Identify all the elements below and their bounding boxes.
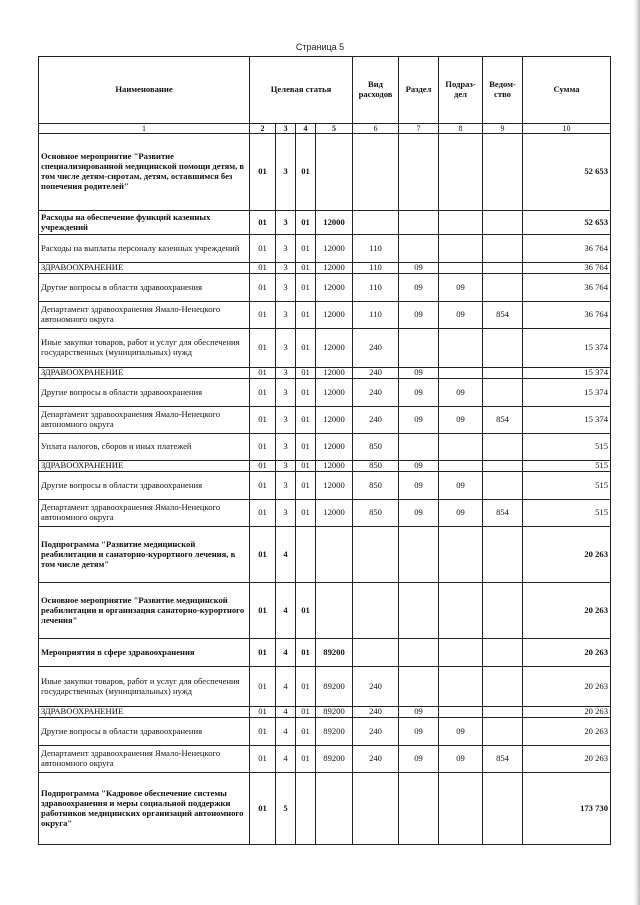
sum-cell: 515	[523, 461, 611, 472]
expense-type-cell: 110	[353, 235, 399, 263]
section-cell	[399, 434, 439, 461]
target-code-event	[296, 773, 316, 845]
row-name: Департамент здравоохранения Ямало-Ненецкого автономного округа	[39, 746, 250, 773]
target-code-program: 01	[250, 583, 276, 639]
target-code-program: 01	[250, 667, 276, 707]
target-code-direction: 12000	[316, 379, 353, 407]
table-row	[39, 274, 611, 302]
subsection-cell	[439, 368, 483, 379]
sum-cell: 36 764	[523, 274, 611, 302]
target-code-event: 01	[296, 274, 316, 302]
table-row	[39, 134, 611, 211]
row-name: Расходы на обеспечение функций казенных учреждений	[39, 211, 250, 235]
expense-type-cell: 240	[353, 707, 399, 718]
target-code-event: 01	[296, 718, 316, 746]
sum-cell: 20 263	[523, 667, 611, 707]
row-name: Иные закупки товаров, работ и услуг для обеспечения государственных (муниципальных) нужд	[39, 667, 250, 707]
target-code-program: 01	[250, 718, 276, 746]
column-number: 1	[39, 124, 250, 134]
table-row	[39, 773, 611, 845]
table-row	[39, 500, 611, 527]
target-code-subprogram: 3	[276, 434, 296, 461]
expense-type-cell	[353, 134, 399, 211]
section-cell	[399, 134, 439, 211]
target-code-direction: 89200	[316, 718, 353, 746]
subsection-cell	[439, 329, 483, 368]
column-number: 5	[316, 124, 353, 134]
target-code-event: 01	[296, 639, 316, 667]
section-cell: 09	[399, 461, 439, 472]
target-code-event: 01	[296, 263, 316, 274]
subsection-cell: 09	[439, 379, 483, 407]
header-name: Наименование	[39, 57, 250, 124]
sum-cell: 15 374	[523, 368, 611, 379]
row-name: Основное мероприятие "Развитие специализированной медицинской помощи детям, в том числе детям-сиротам, детям, оставшимся без попечения родителей"	[39, 134, 250, 211]
subsection-cell	[439, 263, 483, 274]
target-code-subprogram: 4	[276, 583, 296, 639]
subsection-cell	[439, 773, 483, 845]
section-cell: 09	[399, 707, 439, 718]
target-code-direction: 12000	[316, 235, 353, 263]
department-cell	[483, 211, 523, 235]
target-code-subprogram: 4	[276, 667, 296, 707]
subsection-cell: 09	[439, 302, 483, 329]
table-body	[39, 134, 611, 845]
column-number: 6	[353, 124, 399, 134]
target-code-direction: 89200	[316, 746, 353, 773]
target-code-direction: 12000	[316, 407, 353, 434]
target-code-program: 01	[250, 274, 276, 302]
header-row	[39, 57, 611, 124]
section-cell	[399, 329, 439, 368]
row-name: Уплата налогов, сборов и иных платежей	[39, 434, 250, 461]
department-cell	[483, 329, 523, 368]
target-code-program: 01	[250, 746, 276, 773]
row-name: Мероприятия в сфере здравоохранения	[39, 639, 250, 667]
expense-type-cell: 850	[353, 461, 399, 472]
column-number: 4	[296, 124, 316, 134]
section-cell	[399, 773, 439, 845]
budget-table	[38, 56, 611, 845]
target-code-subprogram: 3	[276, 302, 296, 329]
target-code-program: 01	[250, 434, 276, 461]
target-code-program: 01	[250, 235, 276, 263]
target-code-event: 01	[296, 746, 316, 773]
target-code-program: 01	[250, 527, 276, 583]
table-row	[39, 407, 611, 434]
row-name: ЗДРАВООХРАНЕНИЕ	[39, 263, 250, 274]
table-row	[39, 211, 611, 235]
subsection-cell: 09	[439, 274, 483, 302]
department-cell	[483, 434, 523, 461]
table-row	[39, 527, 611, 583]
table-row	[39, 263, 611, 274]
expense-type-cell: 240	[353, 407, 399, 434]
table-row	[39, 639, 611, 667]
column-number: 9	[483, 124, 523, 134]
row-name: Расходы на выплаты персоналу казенных учреждений	[39, 235, 250, 263]
department-cell	[483, 707, 523, 718]
expense-type-cell: 240	[353, 746, 399, 773]
target-code-direction	[316, 527, 353, 583]
expense-type-cell: 850	[353, 434, 399, 461]
section-cell	[399, 527, 439, 583]
target-code-program: 01	[250, 773, 276, 845]
sum-cell: 15 374	[523, 379, 611, 407]
row-name: Иные закупки товаров, работ и услуг для обеспечения государственных (муниципальных) нужд	[39, 329, 250, 368]
table-row	[39, 667, 611, 707]
target-code-program: 01	[250, 134, 276, 211]
target-code-subprogram: 3	[276, 500, 296, 527]
target-code-event: 01	[296, 461, 316, 472]
scan-edge-shadow	[634, 0, 640, 905]
expense-type-cell: 110	[353, 274, 399, 302]
table-row	[39, 379, 611, 407]
target-code-program: 01	[250, 302, 276, 329]
department-cell	[483, 667, 523, 707]
target-code-program: 01	[250, 329, 276, 368]
sum-cell: 52 653	[523, 211, 611, 235]
section-cell	[399, 211, 439, 235]
sum-cell: 20 263	[523, 746, 611, 773]
target-code-event: 01	[296, 583, 316, 639]
target-code-event: 01	[296, 134, 316, 211]
target-code-subprogram: 3	[276, 472, 296, 500]
subsection-cell: 09	[439, 718, 483, 746]
target-code-subprogram: 4	[276, 718, 296, 746]
department-cell	[483, 134, 523, 211]
expense-type-cell: 110	[353, 263, 399, 274]
column-number: 10	[523, 124, 611, 134]
section-cell: 09	[399, 263, 439, 274]
target-code-subprogram: 3	[276, 235, 296, 263]
row-name: Департамент здравоохранения Ямало-Ненецкого автономного округа	[39, 407, 250, 434]
section-cell	[399, 667, 439, 707]
page-label: Страница 5	[295, 42, 345, 52]
row-name: Другие вопросы в области здравоохранения	[39, 379, 250, 407]
sum-cell: 20 263	[523, 527, 611, 583]
expense-type-cell: 240	[353, 718, 399, 746]
target-code-subprogram: 5	[276, 773, 296, 845]
target-code-direction: 89200	[316, 707, 353, 718]
target-code-subprogram: 3	[276, 134, 296, 211]
sum-cell: 36 764	[523, 235, 611, 263]
subsection-cell: 09	[439, 472, 483, 500]
expense-type-cell: 240	[353, 379, 399, 407]
section-cell: 09	[399, 368, 439, 379]
target-code-subprogram: 3	[276, 407, 296, 434]
table-row	[39, 707, 611, 718]
target-code-direction: 12000	[316, 434, 353, 461]
table-row	[39, 368, 611, 379]
target-code-subprogram: 3	[276, 461, 296, 472]
header-subsection: Подраз-дел	[439, 57, 483, 124]
target-code-subprogram: 3	[276, 263, 296, 274]
target-code-subprogram: 4	[276, 527, 296, 583]
target-code-direction: 89200	[316, 639, 353, 667]
subsection-cell: 09	[439, 500, 483, 527]
expense-type-cell	[353, 773, 399, 845]
section-cell: 09	[399, 274, 439, 302]
target-code-program: 01	[250, 500, 276, 527]
sum-cell: 515	[523, 434, 611, 461]
subsection-cell	[439, 707, 483, 718]
section-cell	[399, 639, 439, 667]
subsection-cell: 09	[439, 407, 483, 434]
sum-cell: 20 263	[523, 583, 611, 639]
target-code-subprogram: 3	[276, 274, 296, 302]
target-code-subprogram: 4	[276, 639, 296, 667]
table-row	[39, 302, 611, 329]
section-cell: 09	[399, 407, 439, 434]
section-cell	[399, 235, 439, 263]
header-expense-type: Вид расходов	[353, 57, 399, 124]
sum-cell: 20 263	[523, 707, 611, 718]
department-cell	[483, 527, 523, 583]
target-code-program: 01	[250, 211, 276, 235]
sum-cell: 36 764	[523, 263, 611, 274]
row-name: ЗДРАВООХРАНЕНИЕ	[39, 707, 250, 718]
subsection-cell	[439, 235, 483, 263]
sum-cell: 20 263	[523, 718, 611, 746]
target-code-direction: 89200	[316, 667, 353, 707]
department-cell	[483, 472, 523, 500]
target-code-direction: 12000	[316, 368, 353, 379]
target-code-subprogram: 3	[276, 211, 296, 235]
expense-type-cell: 850	[353, 500, 399, 527]
target-code-subprogram: 3	[276, 379, 296, 407]
sum-cell: 515	[523, 472, 611, 500]
target-code-program: 01	[250, 407, 276, 434]
target-code-program: 01	[250, 368, 276, 379]
target-code-direction: 12000	[316, 329, 353, 368]
table-row	[39, 746, 611, 773]
target-code-direction: 12000	[316, 472, 353, 500]
header-sum: Сумма	[523, 57, 611, 124]
target-code-direction: 12000	[316, 211, 353, 235]
column-number: 7	[399, 124, 439, 134]
table-row	[39, 461, 611, 472]
target-code-direction: 12000	[316, 500, 353, 527]
subsection-cell	[439, 667, 483, 707]
row-name: Подпрограмма "Развитие медицинской реабилитации и санаторно-курортного лечения, в том числе детям"	[39, 527, 250, 583]
target-code-direction: 12000	[316, 461, 353, 472]
target-code-event: 01	[296, 379, 316, 407]
target-code-program: 01	[250, 379, 276, 407]
expense-type-cell	[353, 583, 399, 639]
section-cell	[399, 583, 439, 639]
target-code-direction: 12000	[316, 302, 353, 329]
subsection-cell	[439, 211, 483, 235]
table-row	[39, 434, 611, 461]
target-code-program: 01	[250, 263, 276, 274]
target-code-event	[296, 527, 316, 583]
department-cell: 854	[483, 500, 523, 527]
department-cell	[483, 583, 523, 639]
header-target-article: Целевая статья	[250, 57, 353, 124]
subsection-cell	[439, 527, 483, 583]
department-cell	[483, 461, 523, 472]
subsection-cell	[439, 434, 483, 461]
column-number-row	[39, 124, 611, 134]
department-cell	[483, 773, 523, 845]
row-name: Департамент здравоохранения Ямало-Ненецкого автономного округа	[39, 500, 250, 527]
row-name: ЗДРАВООХРАНЕНИЕ	[39, 368, 250, 379]
target-code-event: 01	[296, 302, 316, 329]
target-code-event: 01	[296, 407, 316, 434]
target-code-event: 01	[296, 434, 316, 461]
subsection-cell	[439, 461, 483, 472]
target-code-direction	[316, 134, 353, 211]
header-department: Ведом-ство	[483, 57, 523, 124]
column-number: 2	[250, 124, 276, 134]
expense-type-cell: 240	[353, 667, 399, 707]
target-code-direction	[316, 583, 353, 639]
expense-type-cell: 240	[353, 368, 399, 379]
department-cell: 854	[483, 302, 523, 329]
target-code-event: 01	[296, 472, 316, 500]
target-code-program: 01	[250, 639, 276, 667]
sum-cell: 15 374	[523, 407, 611, 434]
target-code-event: 01	[296, 667, 316, 707]
row-name: Подпрограмма "Кадровое обеспечение системы здравоохранения и меры социальной поддержки работников медицинских организаций автономного округа"	[39, 773, 250, 845]
department-cell	[483, 639, 523, 667]
target-code-event: 01	[296, 368, 316, 379]
row-name: Другие вопросы в области здравоохранения	[39, 472, 250, 500]
section-cell: 09	[399, 718, 439, 746]
department-cell: 854	[483, 407, 523, 434]
section-cell: 09	[399, 472, 439, 500]
sum-cell: 52 653	[523, 134, 611, 211]
header-section: Раздел	[399, 57, 439, 124]
column-number: 3	[276, 124, 296, 134]
table-row	[39, 718, 611, 746]
target-code-direction: 12000	[316, 263, 353, 274]
expense-type-cell: 110	[353, 302, 399, 329]
table-row	[39, 583, 611, 639]
table-row	[39, 235, 611, 263]
expense-type-cell: 240	[353, 329, 399, 368]
target-code-program: 01	[250, 707, 276, 718]
target-code-event: 01	[296, 211, 316, 235]
subsection-cell	[439, 134, 483, 211]
section-cell: 09	[399, 379, 439, 407]
sum-cell: 515	[523, 500, 611, 527]
section-cell: 09	[399, 500, 439, 527]
expense-type-cell	[353, 527, 399, 583]
column-number: 8	[439, 124, 483, 134]
department-cell	[483, 368, 523, 379]
subsection-cell	[439, 639, 483, 667]
subsection-cell	[439, 583, 483, 639]
row-name: Основное мероприятие "Развитие медицинской реабилитации и организация санаторно-курортного лечения"	[39, 583, 250, 639]
target-code-event: 01	[296, 500, 316, 527]
row-name: ЗДРАВООХРАНЕНИЕ	[39, 461, 250, 472]
sum-cell: 20 263	[523, 639, 611, 667]
department-cell	[483, 274, 523, 302]
target-code-event: 01	[296, 329, 316, 368]
department-cell	[483, 718, 523, 746]
target-code-subprogram: 4	[276, 746, 296, 773]
table-row	[39, 472, 611, 500]
target-code-direction	[316, 773, 353, 845]
expense-type-cell	[353, 211, 399, 235]
table-row	[39, 329, 611, 368]
section-cell: 09	[399, 302, 439, 329]
sum-cell: 173 730	[523, 773, 611, 845]
sum-cell: 15 374	[523, 329, 611, 368]
expense-type-cell	[353, 639, 399, 667]
department-cell: 854	[483, 746, 523, 773]
target-code-program: 01	[250, 472, 276, 500]
department-cell	[483, 379, 523, 407]
target-code-direction: 12000	[316, 274, 353, 302]
target-code-event: 01	[296, 707, 316, 718]
row-name: Другие вопросы в области здравоохранения	[39, 274, 250, 302]
department-cell	[483, 235, 523, 263]
target-code-subprogram: 3	[276, 368, 296, 379]
expense-type-cell: 850	[353, 472, 399, 500]
target-code-event: 01	[296, 235, 316, 263]
target-code-subprogram: 3	[276, 329, 296, 368]
target-code-program: 01	[250, 461, 276, 472]
section-cell: 09	[399, 746, 439, 773]
row-name: Другие вопросы в области здравоохранения	[39, 718, 250, 746]
department-cell	[483, 263, 523, 274]
subsection-cell: 09	[439, 746, 483, 773]
target-code-subprogram: 4	[276, 707, 296, 718]
row-name: Департамент здравоохранения Ямало-Ненецкого автономного округа	[39, 302, 250, 329]
sum-cell: 36 764	[523, 302, 611, 329]
